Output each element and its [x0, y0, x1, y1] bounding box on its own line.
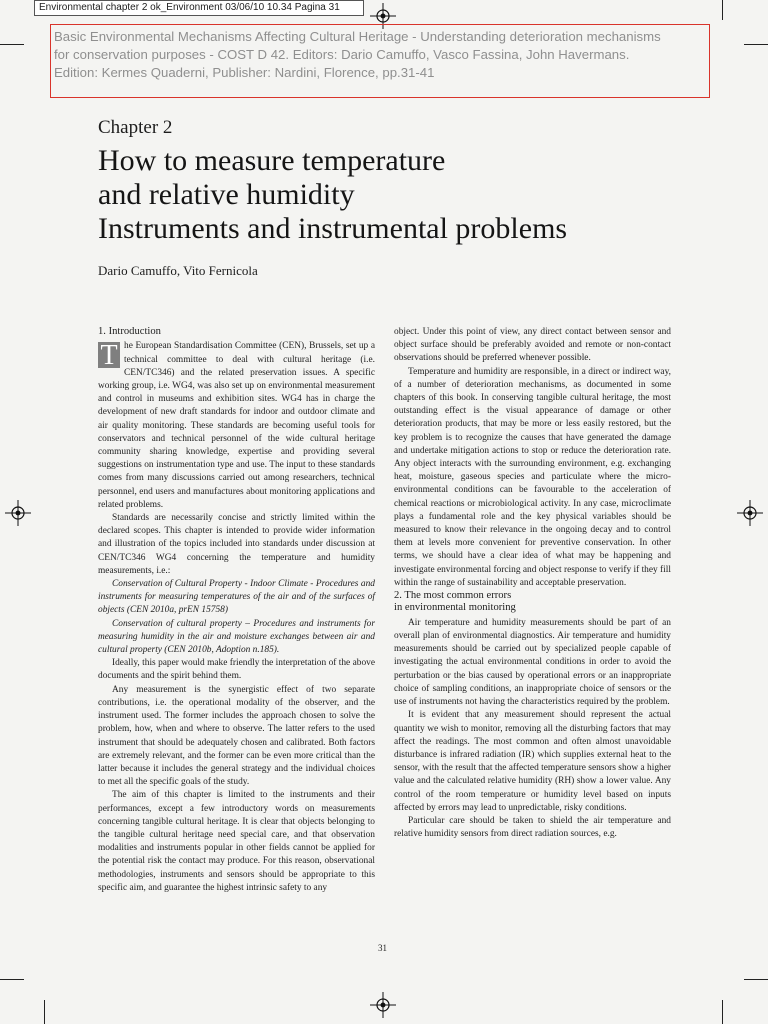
registration-mark-bottom: [370, 992, 396, 1018]
page-number: 31: [378, 943, 387, 953]
paragraph: Particular care should be taken to shield the air temperature and relative humidity sensors from direct radiation sources, e.g.: [394, 815, 671, 840]
paragraph: Ideally, this paper would make friendly the interpretation of the above documents and the spirit behind them.: [98, 658, 375, 682]
chapter-number: Chapter 2: [98, 117, 173, 138]
drop-cap: T: [98, 342, 120, 368]
crop-mark: [722, 0, 723, 20]
paragraph: Air temperature and humidity measurements should be part of an overall plan of environmental diagnostics. Air temperature and humidity measurements should be carried out by specialized people capable of investigating the actual environmental conditions in order to avoid the perturbation or the bias caused by operational errors or an inappropriate choice of sampling conditions, an inappropriate choice of sensors or the use of instruments not having the characteristics required by the problem.: [394, 617, 671, 708]
crop-mark: [744, 44, 768, 45]
citation-line: Basic Environmental Mechanisms Affecting Cultural Heritage - Understanding deterioration mechanisms: [54, 29, 661, 44]
crop-mark: [0, 979, 24, 980]
right-column: [394, 326, 671, 841]
paragraph: Standards are necessarily concise and strictly limited within the declared scopes. This chapter is intended to provide wider information and illustration of the topics included into standards under discussion at CEN/TC346 WG4 concerning the temperature and humidity measurements, i.e.:: [98, 513, 375, 576]
paragraph-text: he European Standardisation Committee (CEN), Brussels, set up a technical committee to deal with cultural heritage (i.e. CEN/TC346) and the related preservation issues. A specific working group, i.e. WG4, was also set up on environmental measurement and control in museums and exhibition sites. WG4 has in charge the development of new draft standards for indoor and outdoor climate and air quality monitoring. These standards are becoming useful tools for conservators and technical personnel of the wide cultural heritage community sharing knowledge, expertise and providing several suggestions on instrumentation type and use. The input to these standards comes from many discussions carried out among researchers, technical personnel, end users and manufactures about monitoring applications and related problems.: [98, 341, 375, 510]
citation-line: Edition: Kermes Quaderni, Publisher: Nardini, Florence, pp.31-41: [54, 65, 435, 80]
standard-reference: Conservation of Cultural Property - Indoor Climate - Procedures and instruments for measuring temperatures of the air and of the surfaces of objects (CEN 2010a, prEN 15758): [98, 579, 375, 616]
crop-mark: [744, 979, 768, 980]
chapter-title: [98, 144, 678, 246]
paragraph: object. Under this point of view, any direct contact between sensor and object surface should be preferably avoided and remote or non-contact observations should be preferred whenever possible.: [394, 327, 671, 364]
section-heading-common-errors: [394, 590, 671, 615]
heading-line: 2. The most common errors: [394, 590, 512, 602]
print-slug: Environmental chapter 2 ok_Environment 03/06/10 10.34 Pagina 31: [34, 0, 364, 16]
paragraph: Temperature and humidity are responsible, in a direct or indirect way, of a number of deterioration mechanisms, as documented in some chapters of this book. In conserving tangible cultural heritage, the most outstanding effect is the visual appearance of damage or other deterioration products, that may be more or less easily restored, but the key problem is to recognize the causes that have generated the damage and undertake mitigation actions to stop or reduce the deterioration rate. Any object interacts with the surrounding environment, e.g. exchanging heat, moisture, gaseous species and particulate where the micro-environmental conditions can be favourable to the acceleration of chemical reactions or microbiological activity. In any case, microclimate plays a fundamental role and the key physical variables should be measured to know their relevance in the ongoing decay and to control them at levels more convenient for preventive conservation. In other terms, we should have a clear idea of what may be happening and investigate environmental forcing and object response to verify if they fill within the range of sustainability and acceptable preservation.: [394, 366, 671, 588]
chapter-authors: Dario Camuffo, Vito Fernicola: [98, 263, 258, 278]
left-column: [98, 326, 375, 895]
paragraph: The aim of this chapter is limited to the instruments and their performances, except a few introductory words on measurements concerning tangible cultural heritage. It is clear that objects belonging to the tangible cultural heritage need special care, and that observation modalities and instruments popular in other fields cannot be applied for the potential risk the contact may produce. For this reason, observational methodologies, instruments and sensors should be appropriate to this specific aim, and guarantee the highest intrinsic safety to any: [98, 790, 375, 893]
citation-box: [50, 24, 710, 98]
paragraph: It is evident that any measurement should represent the actual quantity we wish to monitor, removing all the disturbing factors that may affect the readings. The most common and often almost unavoidable disturbance is infrared radiation (IR) which supplies external heat to the sensor, with the result that the affected temperature sensors show a higher value and the calculated relative humidity (RH) show a lower value. Any control of the room temperature or humidity level based on inputs affected by errors may lead to unpredictable, risky conditions.: [394, 710, 671, 813]
standard-reference: Conservation of cultural property – Procedures and instruments for measuring humidity in the air and moisture exchanges between air and cultural property (CEN 2010b, Adoption n.185).: [98, 618, 375, 656]
registration-mark-left: [5, 500, 31, 526]
citation-line: for conservation purposes - COST D 42. Editors: Dario Camuffo, Vasco Fassina, John Havermans.: [54, 47, 630, 62]
section-heading-introduction: 1. Introduction: [98, 326, 161, 337]
chapter-title-line: Instruments and instrumental problems: [98, 212, 568, 245]
heading-line: in environmental monitoring: [394, 602, 516, 614]
crop-mark: [44, 1000, 45, 1024]
crop-mark: [722, 1000, 723, 1024]
paragraph: Any measurement is the synergistic effect of two separate contributions, i.e. the operational modality of the observer, and the instrument used. The former includes the approach chosen to solve the problem, how, when and where to observe. The latter refers to the used instrument that should be adequately chosen and calibrated. Both factors are extremely relevant, and the former can be even more critical than the latter because it includes the general strategy and the individual choices to met all the specific goals of the study.: [98, 684, 375, 788]
registration-mark-right: [737, 500, 763, 526]
chapter-title-line: and relative humidity: [98, 178, 355, 211]
paragraph: [98, 340, 375, 512]
crop-mark: [0, 44, 24, 45]
chapter-title-line: How to measure temperature: [98, 144, 446, 177]
